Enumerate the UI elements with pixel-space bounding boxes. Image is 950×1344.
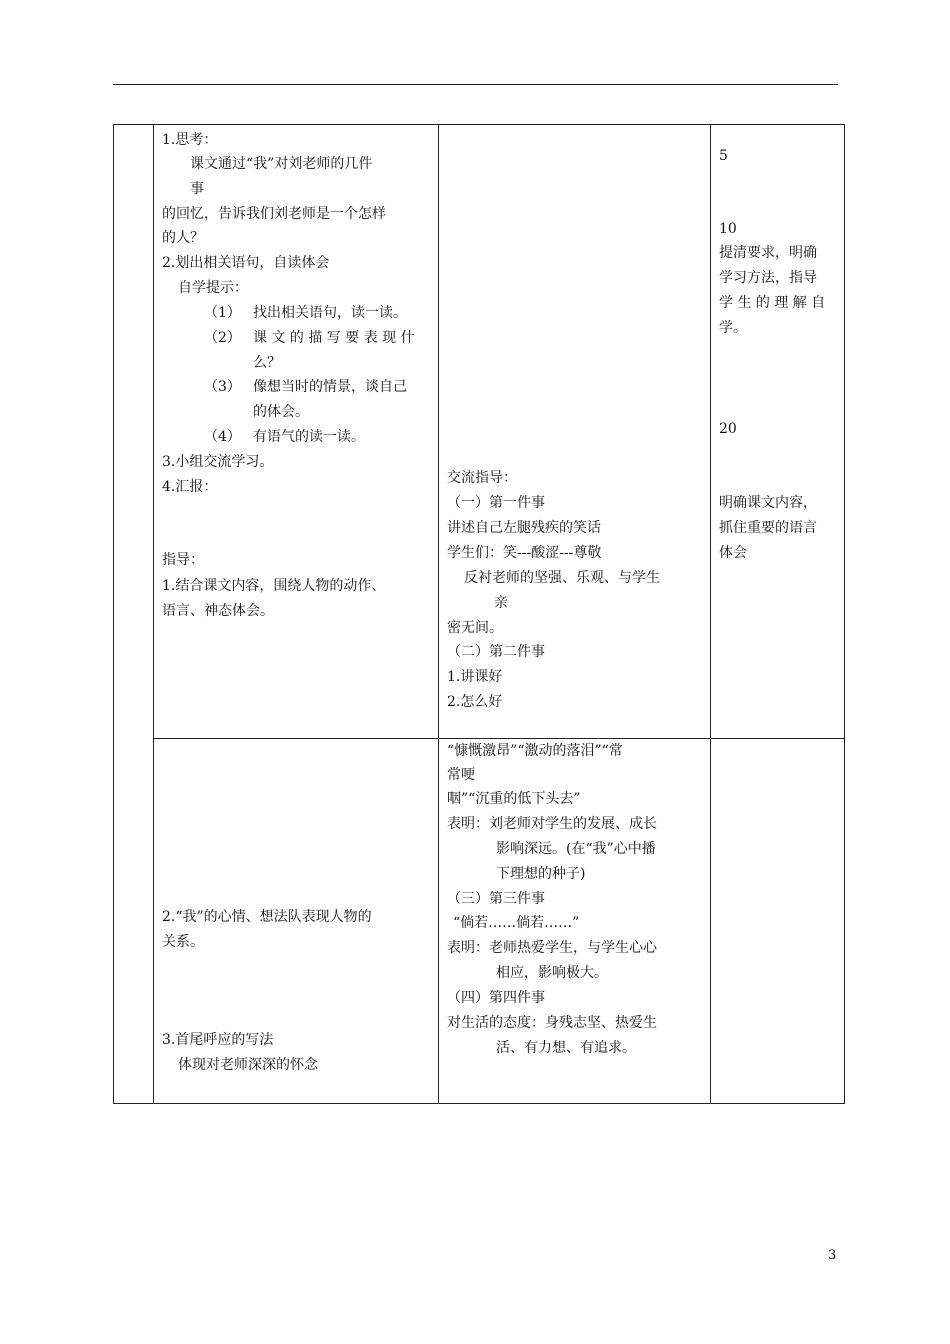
text-line: 的人？ — [162, 230, 204, 246]
text-line: “倘若……倘若……” — [453, 915, 580, 931]
text-line: 1.讲课好 — [447, 669, 503, 685]
tip-number: （3） — [204, 379, 241, 395]
text-line: 关系。 — [162, 934, 204, 950]
text-line: 1.思考： — [162, 132, 218, 148]
text-line: 的回忆，告诉我们刘老师是一个怎样 — [162, 206, 386, 222]
text-line: “慷慨激昂”“激动的落泪”“常 — [447, 743, 623, 759]
header-rule — [113, 84, 838, 85]
text-line: （二）第二件事 — [447, 644, 545, 660]
text-line: 咽”“沉重的低下头去” — [447, 791, 581, 807]
tip-text: 课 文 的 描 写 要 表 现 什 — [253, 330, 415, 346]
text-line: 影响深远。(在“我”心中播 — [496, 841, 656, 857]
text-line: 学习方法，指导 — [719, 270, 817, 286]
text-line: 密无间。 — [447, 620, 503, 636]
text-line: 语言、神态体会。 — [162, 603, 274, 619]
text-line: 常哽 — [447, 767, 475, 783]
minutes-value: 5 — [719, 148, 728, 164]
tip-number: （1） — [204, 305, 241, 321]
text-line: 学生们：笑---酸涩---尊敬 — [447, 545, 602, 561]
text-line: 指导： — [162, 552, 204, 568]
text-line: 抓住重要的语言 — [719, 520, 817, 536]
text-line: （四）第四件事 — [447, 990, 545, 1006]
text-line: 对生活的态度：身残志坚、热爱生 — [447, 1015, 657, 1031]
text-line: 事 — [190, 181, 204, 197]
text-line: 2.划出相关语句，自读体会 — [162, 255, 330, 271]
minutes-value: 10 — [719, 221, 737, 237]
text-line: 表明：老师热爱学生，与学生心心 — [447, 940, 657, 956]
text-line: （三）第三件事 — [447, 891, 545, 907]
minutes-value: 20 — [719, 421, 737, 437]
column-divider — [710, 125, 711, 1103]
text-line: 3.首尾呼应的写法 — [162, 1032, 274, 1048]
text-line: 4.汇报： — [162, 479, 218, 495]
tip-text: 的体会。 — [253, 404, 309, 420]
text-line: 自学提示： — [178, 280, 248, 296]
page-number: 3 — [828, 1248, 837, 1263]
tip-text: 有语气的读一读。 — [253, 429, 365, 445]
row-divider — [154, 738, 844, 739]
text-line: 1.结合课文内容，围绕人物的动作、 — [162, 578, 386, 594]
text-line: 反衬老师的坚强、乐观、与学生 — [464, 570, 660, 586]
text-line: 活、有力想、有追求。 — [496, 1040, 636, 1056]
text-line: 学 生 的 理 解 自 — [719, 295, 826, 311]
tip-number: （2） — [204, 330, 241, 346]
tip-number: （4） — [204, 429, 241, 445]
text-line: 相应，影响极大。 — [496, 965, 608, 981]
text-line: 课文通过“我”对刘老师的几件 — [190, 156, 373, 172]
text-line: 提清要求，明确 — [719, 245, 817, 261]
text-line: 交流指导： — [447, 470, 517, 486]
text-line: （一）第一件事 — [447, 495, 545, 511]
column-divider — [438, 125, 439, 1103]
text-line: 3.小组交流学习。 — [162, 454, 274, 470]
tip-text: 找出相关语句，读一读。 — [253, 305, 407, 321]
column-divider — [153, 125, 154, 1103]
text-line: 2.“我”的心情、想法队表现人物的 — [162, 909, 372, 925]
text-line: 表明：刘老师对学生的发展、成长 — [447, 816, 657, 832]
text-line: 体会 — [719, 545, 747, 561]
text-line: 体现对老师深深的怀念 — [178, 1057, 318, 1073]
text-line: 讲述自己左腿残疾的笑话 — [447, 520, 601, 536]
text-line: 2.怎么好 — [447, 694, 503, 710]
tip-text: 么？ — [253, 355, 281, 371]
text-line: 明确课文内容， — [719, 495, 817, 511]
text-line: 下理想的种子) — [496, 866, 586, 882]
text-line: 学。 — [719, 320, 747, 336]
text-line: 亲 — [494, 595, 508, 611]
tip-text: 像想当时的情景，谈自己 — [253, 379, 407, 395]
